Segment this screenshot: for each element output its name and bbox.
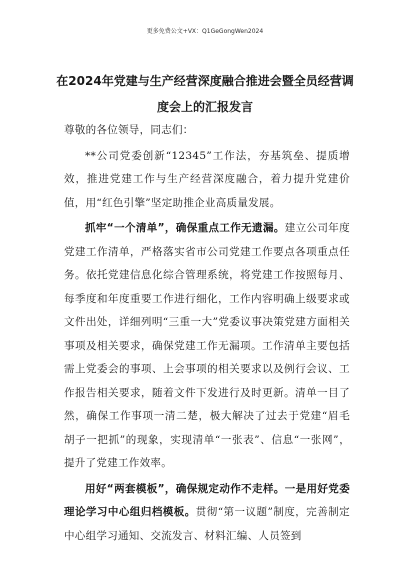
paragraph-two-templates — [64, 478, 350, 549]
paragraph-lead: 抓牢“一个清单”，确保重点工作无遗漏。 — [85, 222, 285, 234]
paragraph-text: **公司党委创新“12345”工作法，夯基筑垒、提质增效，推进党建工作与生产经营深度融合，着力提升党建价值，用“红色引擎”坚定助推企业高质量发展。 — [64, 149, 350, 209]
paragraph-text: 建立公司年度党建工作清单，严格落实省市公司党建工作要点各项重点任务。依托党建信息化综合管理系统，将党建工作按照每月、每季度和年度重要工作进行细化，工作内容明确上级要求或文件出处，详细列明“三重一大”党委议事决策党建方面相关事项及相关要求，确保党建工作无漏项。工作清单主要包括需上党委会的事项、上会事项的相关要求以及例行会议、工作报告相关要求，随着文件下发进行及时更新。清单一目了然，确保工作事项一清二楚，极大解决了过去于党建“眉毛胡子一把抓”的现象，实现清单“一张表”、信息“一张网”，提升了党建工作效率。 — [64, 222, 350, 469]
paragraph-lead: 用好“两套模板”，确保规定动作不走样。一是用好党委理论学习中心组归档模板。 — [64, 482, 350, 518]
document-body — [64, 119, 350, 548]
paragraph-one-list — [64, 217, 350, 476]
paragraph-intro — [64, 145, 350, 216]
paragraph-text: 贯彻“第一议题”制度，完善制定中心组学习通知、交流发言、材料汇编、人员签到 — [64, 506, 350, 542]
salutation: 尊敬的各位领导，同志们： — [64, 124, 194, 136]
page-title: 在2024年党建与生产经营深度融合推进会暨全员经营调度会上的汇报发言 — [56, 74, 354, 114]
header-note: 更多免费公文+VX：Q1GeGongWen2024 — [146, 28, 264, 35]
